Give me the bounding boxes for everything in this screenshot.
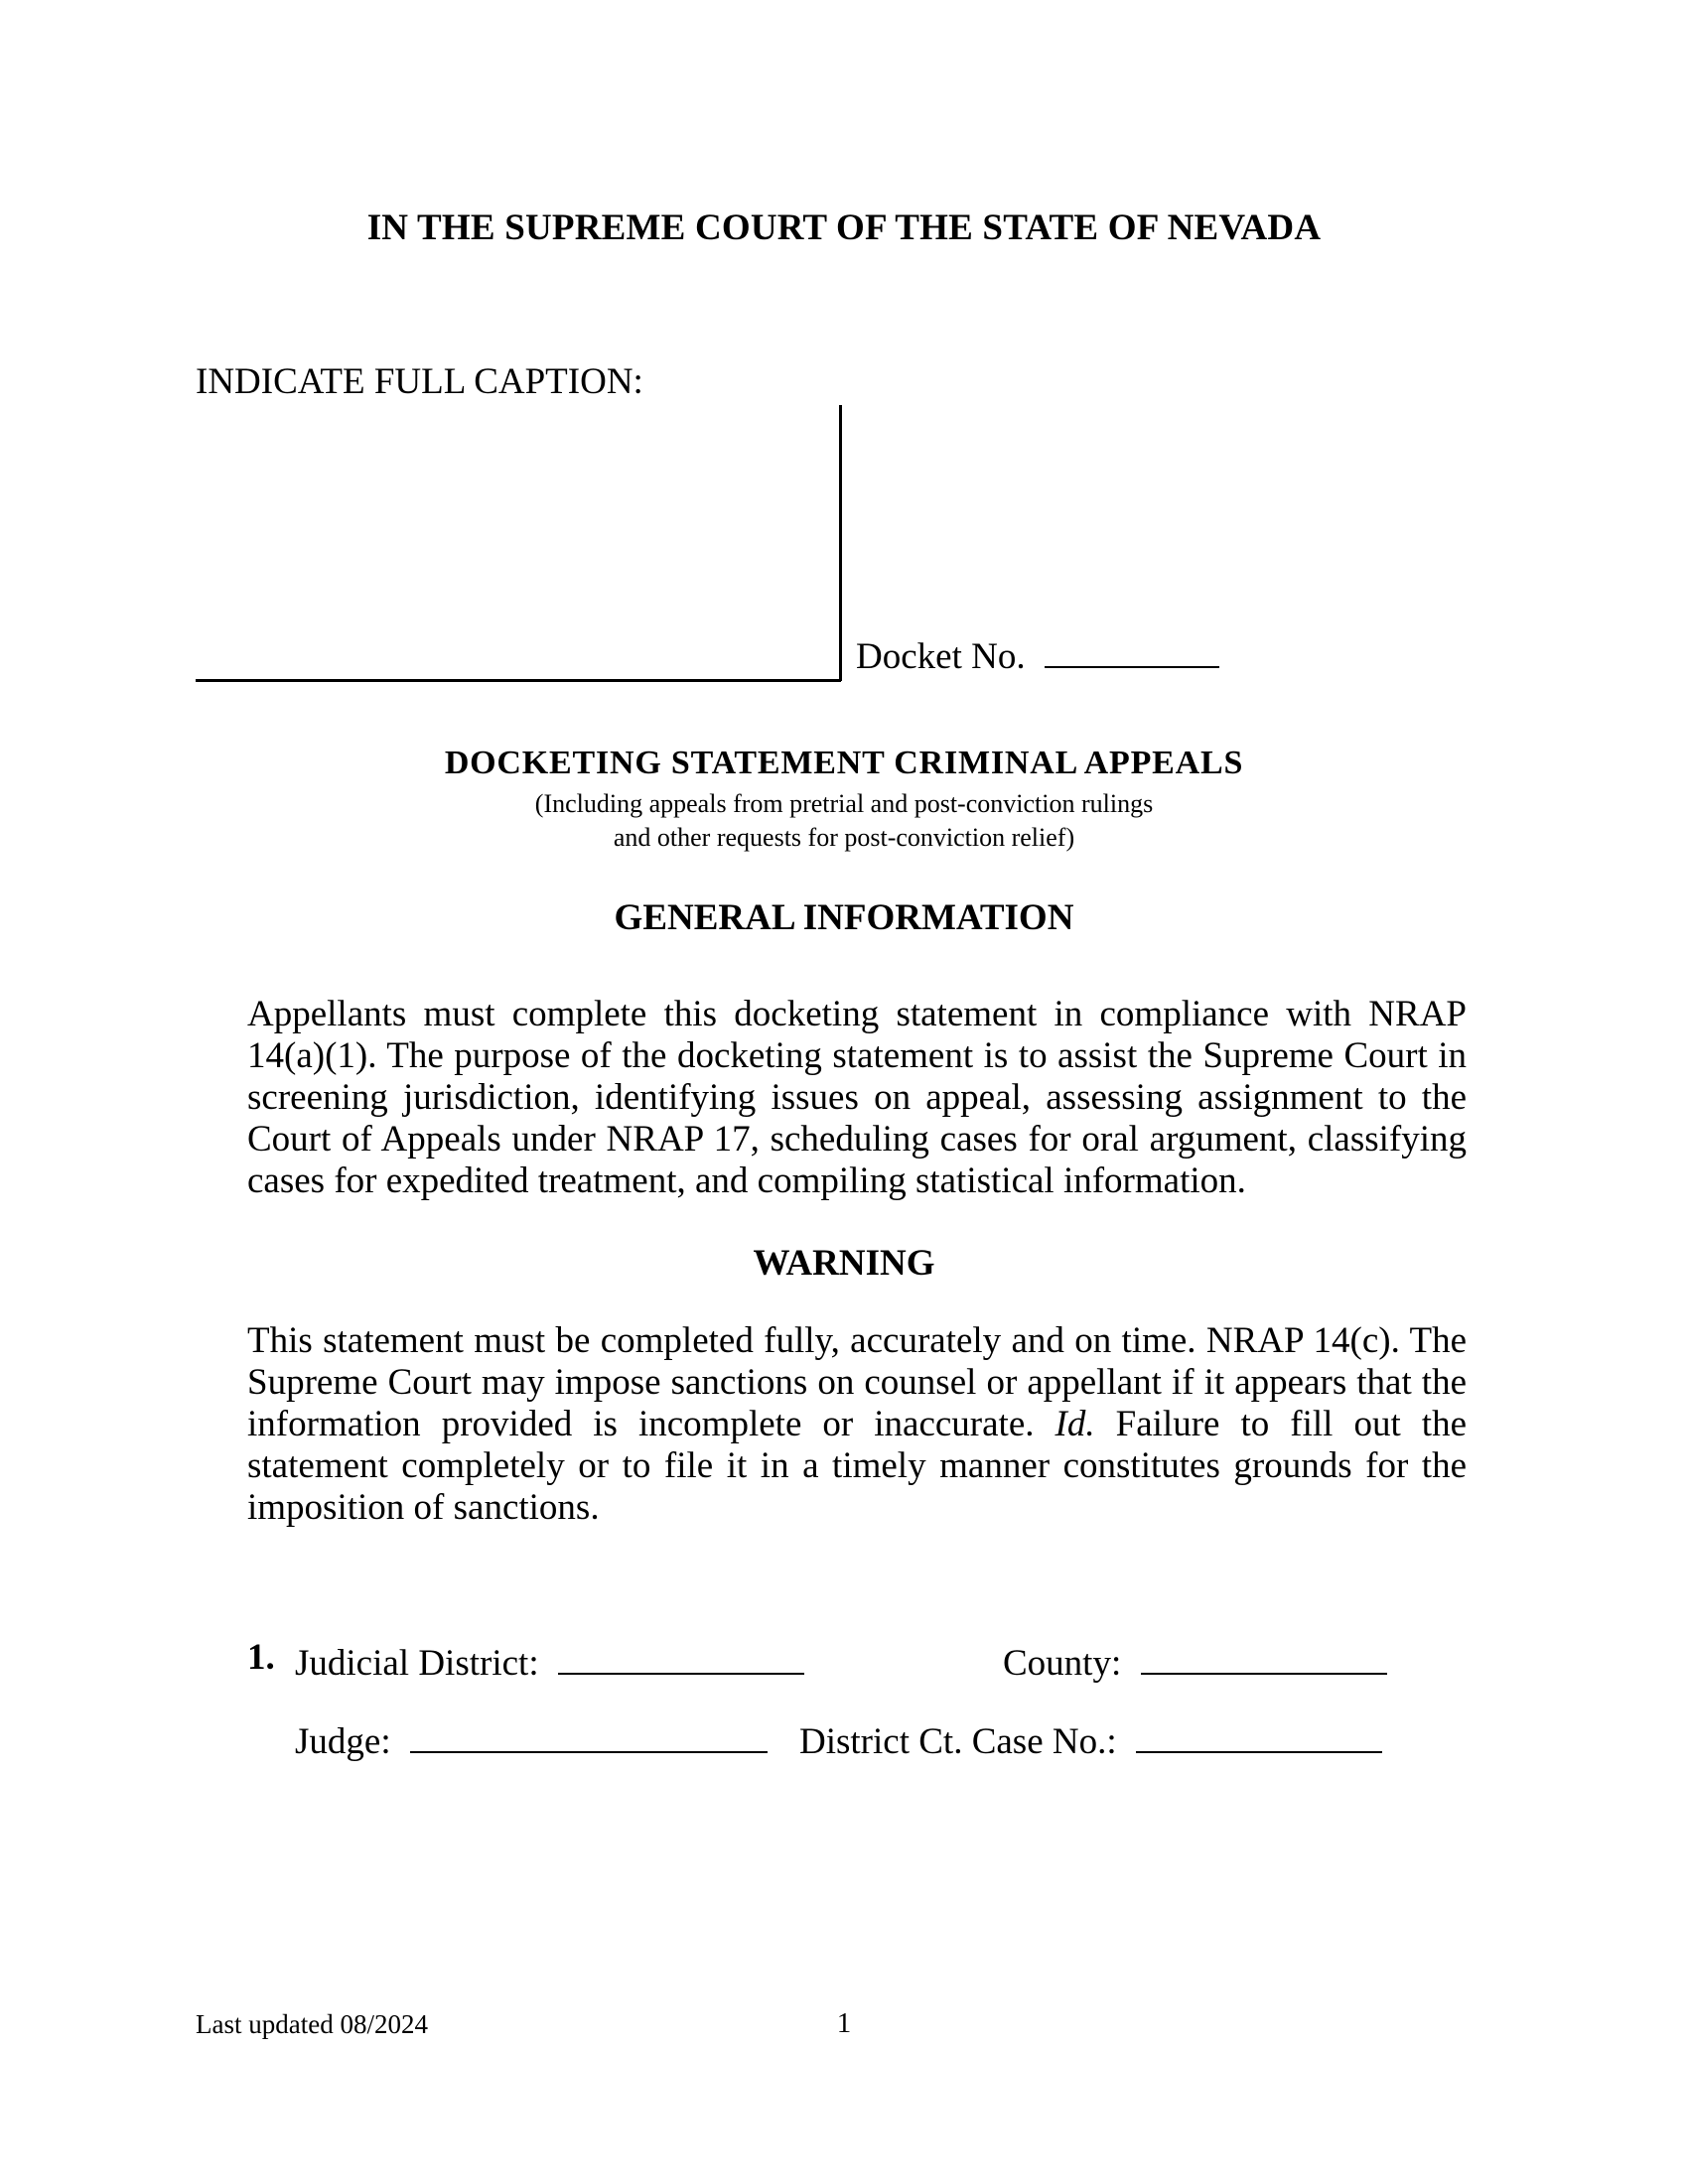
last-updated: Last updated 08/2024 xyxy=(196,2009,428,2039)
general-information-heading: GENERAL INFORMATION xyxy=(614,897,1074,938)
question-number: 1. xyxy=(247,1637,275,1678)
caption-label: INDICATE FULL CAPTION: xyxy=(196,361,643,402)
court-title: IN THE SUPREME COURT OF THE STATE OF NEVADA xyxy=(366,207,1322,248)
docket-number-blank[interactable] xyxy=(1045,629,1219,668)
judicial-district-field xyxy=(295,1636,804,1685)
page-number: 1 xyxy=(836,2007,852,2039)
general-information-text: Appellants must complete this docketing statement in compliance with NRAP 14(a)(1). The purpose of the docketing statement is to assist the Supreme Court in screening jurisdiction, identifying issues on appeal, assessing assignment to the Court of Appeals under NRAP 17, scheduling cases for oral argument, classifying cases for expedited treatment, and compiling statistical information. xyxy=(247,994,1467,1201)
district-case-number-blank[interactable] xyxy=(1136,1714,1382,1753)
form-title: DOCKETING STATEMENT CRIMINAL APPEALS xyxy=(444,745,1244,781)
judicial-district-label: Judicial District: xyxy=(295,1643,539,1684)
form-subtitle xyxy=(0,787,1688,855)
county-label: County: xyxy=(1003,1643,1122,1684)
judicial-district-blank[interactable] xyxy=(558,1636,804,1675)
caption-divider-vertical xyxy=(839,405,842,681)
county-field xyxy=(1003,1636,1387,1685)
county-blank[interactable] xyxy=(1141,1636,1387,1675)
id-citation: Id. xyxy=(1055,1404,1095,1444)
judge-field xyxy=(295,1714,768,1763)
judge-blank[interactable] xyxy=(410,1714,768,1753)
form-subtitle-line-1: (Including appeals from pretrial and post-conviction rulings xyxy=(534,789,1154,818)
docket-number-field xyxy=(856,629,1219,678)
warning-text-part-2: Failure to fill out the statement completely or to file it in a timely manner constitutes grounds for the imposition of sanctions. xyxy=(247,1404,1467,1528)
warning-text-part-1: This statement must be completed fully, accurately and on time. NRAP 14(c). The Supreme Court may impose sanctions on counsel or appellant if it appears that the information provided is incomplete or inaccurate. xyxy=(247,1320,1467,1444)
district-case-number-label: District Ct. Case No.: xyxy=(799,1721,1117,1762)
docket-number-label: Docket No. xyxy=(856,636,1026,677)
form-subtitle-line-2: and other requests for post-conviction relief) xyxy=(613,823,1075,852)
warning-heading: WARNING xyxy=(753,1243,935,1284)
warning-text xyxy=(247,1320,1467,1529)
district-case-number-field xyxy=(799,1714,1382,1763)
judge-label: Judge: xyxy=(295,1721,391,1762)
caption-underline[interactable] xyxy=(196,679,841,682)
